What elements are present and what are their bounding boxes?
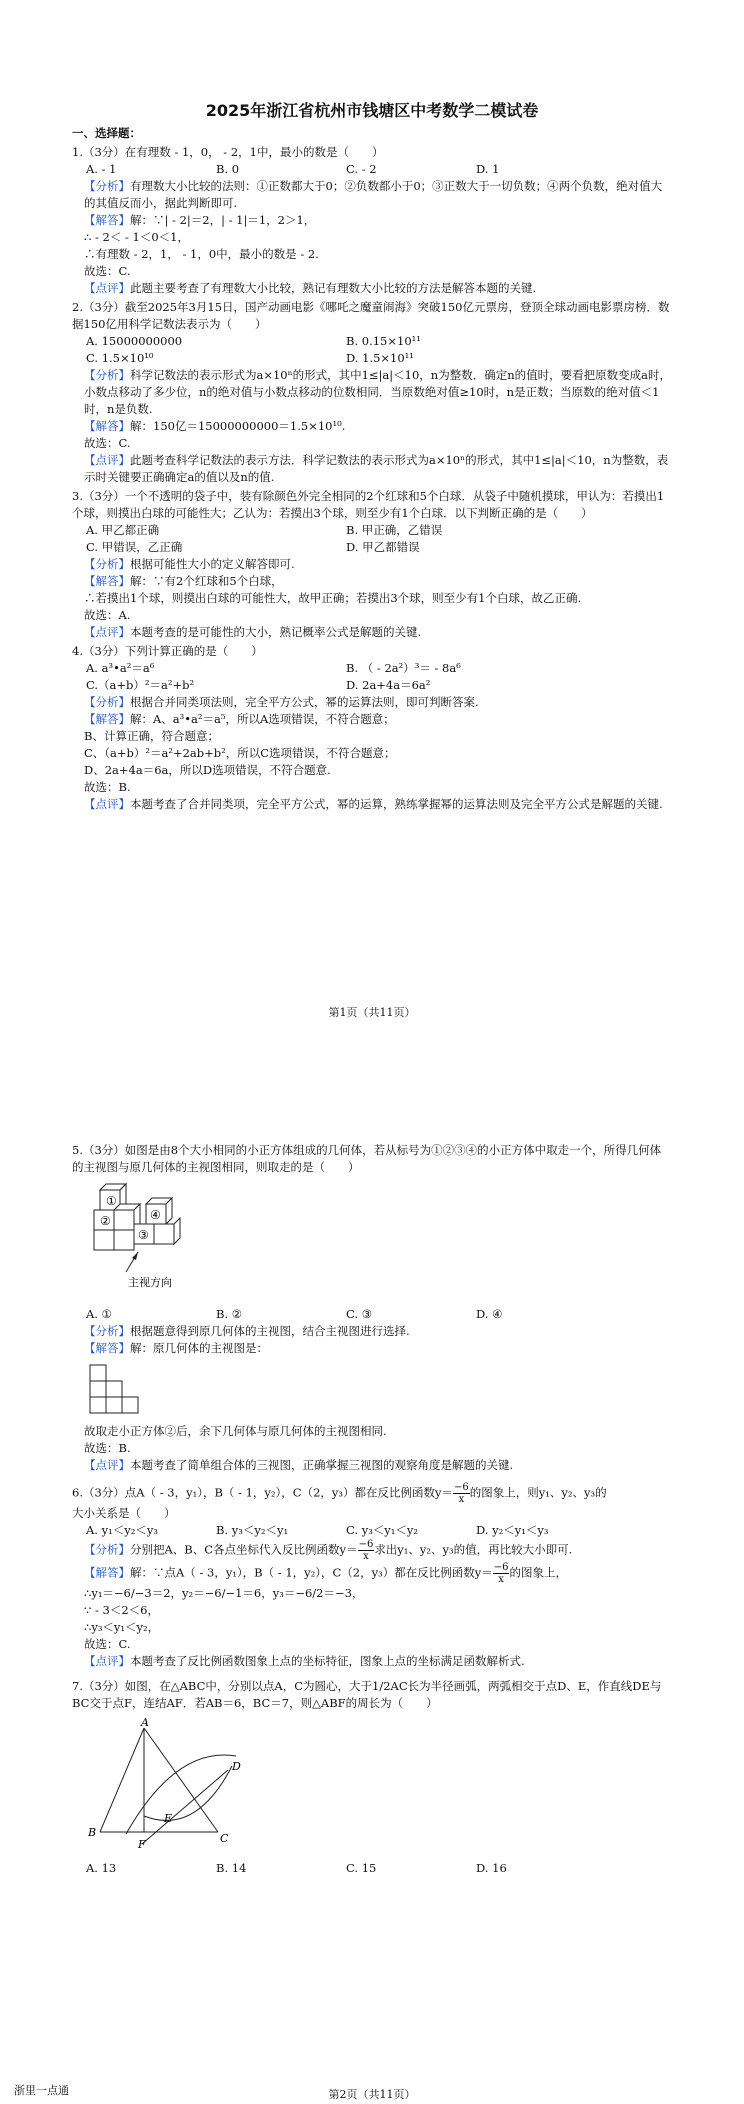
solution-text: 解：∵有2个红球和5个白球， <box>130 574 283 588</box>
comment-tag: 【点评】 <box>84 1458 130 1472</box>
option-d: D. ④ <box>476 1307 503 1321</box>
solution <box>72 1340 672 1357</box>
answer-line: 故选：A. <box>84 608 131 622</box>
analysis-tag: 【分析】 <box>84 1542 130 1557</box>
solution <box>72 573 672 590</box>
solution-line: 故取走小正方体②后，余下几何体与原几何体的主视图相同. <box>84 1424 387 1438</box>
triangle-figure-svg <box>86 1716 276 1856</box>
comment-text: 本题考查了合并同类项，完全平方公式，幂的运算，熟练掌握幂的运算法则及完全平方公式是解题的关键. <box>130 797 663 811</box>
solution-line: ∴y₁＝−6/−3＝2，y₂＝−6/−1＝6，y₃＝−6/2＝−3， <box>84 1586 364 1600</box>
option-a: A. 15000000000 <box>86 334 183 348</box>
analysis-text: 有理数大小比较的法则：①正数都大于0；②负数都小于0；③正数大于一切负数；④两个负数，绝对值大的其值反而小，据此判断即可. <box>84 179 663 210</box>
label-e: E <box>164 1812 173 1825</box>
arc-2 <box>144 1766 232 1820</box>
solution-text: 解：∵点A（ - 3，y₁），B（ - 1，y₂），C（2，y₃）都在反比例函数y＝ <box>130 1565 493 1580</box>
comment-tag: 【点评】 <box>84 281 130 295</box>
fraction <box>358 1539 375 1562</box>
option-c: C. y₃＜y₁＜y₂ <box>346 1523 419 1537</box>
denominator: x <box>458 1494 465 1505</box>
solution-line: ∵ - 3＜2＜6， <box>84 1603 159 1617</box>
question-2 <box>72 299 672 486</box>
arc-1 <box>126 1755 236 1834</box>
view-caption: 主视方向 <box>128 1276 172 1289</box>
solution <box>72 1562 672 1585</box>
analysis <box>72 1539 672 1562</box>
option-a: A. 13 <box>86 1861 117 1875</box>
solution-tag: 【解答】 <box>84 574 130 588</box>
option-d: D. 2a+4a＝6a² <box>346 678 431 692</box>
options <box>72 660 672 694</box>
option-c: C. - 2 <box>346 162 377 176</box>
option-a: A. - 1 <box>86 162 117 176</box>
label-4: ④ <box>150 1208 161 1222</box>
solution <box>72 711 672 728</box>
question-stem: 1.（3分）在有理数 - 1，0， - 2，1中，最小的数是（ ） <box>72 145 384 159</box>
solution-text: 解：∵| - 2|＝2，| - 1|＝1，2＞1， <box>130 213 316 227</box>
comment <box>72 796 672 813</box>
solution-tag: 【解答】 <box>84 213 130 227</box>
comment-tag: 【点评】 <box>84 797 130 811</box>
line-de <box>142 1770 228 1844</box>
question-3 <box>72 488 672 641</box>
question-stem-cont: 大小关系是（ ） <box>72 1506 176 1520</box>
cube <box>114 1230 134 1250</box>
fraction <box>453 1482 470 1505</box>
option-a: A. a³•a²＝a⁶ <box>86 661 155 675</box>
solution-line: D、2a+4a＝6a，所以D选项错误，不符合题意. <box>84 763 331 777</box>
option-c: C. 15 <box>346 1861 377 1875</box>
options <box>72 1860 672 1877</box>
question-4 <box>72 643 672 813</box>
denominator: x <box>498 1574 504 1585</box>
analysis-text: 科学记数法的表示形式为a×10ⁿ的形式，其中1≤|a|＜10，n为整数．确定n的值时，要看把原数变成a时，小数点移动了多少位，n的绝对值与小数点移动的位数相同．当原数绝对值≥10时，n是正数；当原数的绝对值＜1时，n是负数. <box>84 368 671 416</box>
front-view-figure <box>86 1361 672 1419</box>
stem-part: AC长为半径画弧，两弧相交于点D、E，作直线DE与BC交于点F，连结AF．若AB＝6，BC＝7，则△ABF的周长为（ ） <box>72 1679 662 1710</box>
question-stem <box>72 1678 672 1712</box>
solution-line: ∴ - 2＜ - 1＜0＜1， <box>84 230 189 244</box>
solution-text: 解：A、a³•a²＝a⁵，所以A选项错误，不符合题意； <box>130 712 395 726</box>
label-b: B <box>88 1826 97 1839</box>
options <box>72 1306 672 1323</box>
solution-tag: 【解答】 <box>84 1341 130 1355</box>
option-c: C. ③ <box>346 1307 373 1321</box>
solution-text: 解：原几何体的主视图是： <box>130 1341 268 1355</box>
corner-watermark: 浙里一点通 <box>14 2084 69 2097</box>
option-c: C.（a+b）²＝a²+b² <box>86 678 195 692</box>
question-1 <box>72 144 672 297</box>
option-d: D. 甲乙都错误 <box>346 540 420 554</box>
analysis-tag: 【分析】 <box>84 695 130 709</box>
analysis <box>72 556 672 573</box>
section-heading: 一、选择题： <box>72 126 141 140</box>
label-a: A <box>141 1716 149 1729</box>
analysis-text: 根据合并同类项法则，完全平方公式，幂的运算法则，即可判断答案. <box>130 695 479 709</box>
option-b: B. 0.15×10¹¹ <box>346 334 421 348</box>
analysis-text: 求出y₁、y₂、y₃的值，再比较大小即可. <box>374 1542 573 1557</box>
page-title: 2025年浙江省杭州市钱塘区中考数学二模试卷 <box>205 101 539 120</box>
comment-text: 本题考查的是可能性的大小，熟记概率公式是解题的关键. <box>130 625 422 639</box>
question-stem: 5.（3分）如图是由8个大小相同的小正方体组成的几何体，若从标号为①②③④的小正方体中取走一个，所得几何体的主视图与原几何体的主视图相同，则取走的是（ ） <box>72 1143 662 1174</box>
options <box>72 522 672 556</box>
analysis-tag: 【分析】 <box>84 179 130 193</box>
page-footer: 第2页（共11页） <box>328 2088 416 2101</box>
comment <box>72 1457 672 1474</box>
analysis <box>72 1323 672 1340</box>
option-d: D. 16 <box>476 1861 507 1875</box>
question-6 <box>72 1482 672 1670</box>
label-3: ③ <box>138 1228 149 1242</box>
option-b: B. （ - 2a²）³＝ - 8a⁶ <box>346 661 461 675</box>
comment <box>72 452 672 486</box>
analysis <box>72 694 672 711</box>
question-5 <box>72 1142 672 1474</box>
fraction <box>493 1562 510 1585</box>
solution-line: B、计算正确，符合题意； <box>84 729 219 743</box>
option-b: B. 0 <box>216 162 240 176</box>
comment <box>72 624 672 641</box>
option-c: C. 甲错误，乙正确 <box>86 540 183 554</box>
arrow-head <box>132 1252 138 1260</box>
cube <box>94 1230 114 1250</box>
cube-figure-svg <box>86 1180 196 1302</box>
question-stem: 2.（3分）截至2025年3月15日，国产动画电影《哪吒之魔童闹海》突破150亿元票房，登顶全球动画电影票房榜．数据150亿用科学记数法表示为（ ） <box>72 300 670 331</box>
question-stem: 3.（3分）一个不透明的袋子中，装有除颜色外完全相同的2个红球和5个白球．从袋子中随机摸球，甲认为：若摸出1个球，则摸出白球的可能性大；乙认为：若摸出3个球，则至少有1个白球．以下判断正确的是（ ） <box>72 489 665 520</box>
stem-part: 7.（3分）如图，在△ABC中，分别以点A，C为圆心，大于 <box>72 1679 373 1693</box>
answer-line: 故选：C. <box>84 436 131 450</box>
option-d: D. 1 <box>476 162 500 176</box>
analysis-text: 分别把A、B、C各点坐标代入反比例函数y＝ <box>130 1542 358 1557</box>
stem-part: 的图象上，则y₁、y₂、y₃的 <box>469 1485 607 1500</box>
cube-side-face <box>174 1218 180 1244</box>
side-ab <box>100 1728 144 1832</box>
options <box>72 333 672 367</box>
solution-line: ∴y₃＜y₁＜y₂， <box>84 1620 160 1634</box>
solution-text: 解：150亿＝15000000000＝1.5×10¹⁰. <box>130 419 346 433</box>
options <box>72 1522 672 1539</box>
option-a: A. y₁＜y₂＜y₃ <box>86 1523 158 1537</box>
comment-tag: 【点评】 <box>84 1654 130 1668</box>
option-b: B. 14 <box>216 1861 247 1875</box>
solution-tag: 【解答】 <box>84 712 130 726</box>
solution-tag: 【解答】 <box>84 419 130 433</box>
analysis-tag: 【分析】 <box>84 368 130 382</box>
numerator: −6 <box>454 1482 469 1493</box>
analysis-text: 根据可能性大小的定义解答即可. <box>130 557 295 571</box>
comment-text: 本题考查了反比例函数图象上点的坐标特征，图象上点的坐标满足函数解析式. <box>130 1654 525 1668</box>
solution-tag: 【解答】 <box>84 1565 130 1580</box>
question-stem: 4.（3分）下列计算正确的是（ ） <box>72 644 263 658</box>
comment-text: 本题考查了简单组合体的三视图，正确掌握三视图的观察角度是解题的关键. <box>130 1458 514 1472</box>
label-c: C <box>220 1832 229 1845</box>
comment-text: 此题考查科学记数法的表示方法．科学记数法的表示形式为a×10ⁿ的形式，其中1≤|a|＜10，n为整数，表示时关键要正确确定a的值以及n的值. <box>84 453 669 484</box>
front-view-svg <box>86 1361 156 1419</box>
option-c: C. 1.5×10¹⁰ <box>86 351 154 365</box>
question-stem <box>72 1482 672 1505</box>
options <box>72 161 672 178</box>
solution-text: 的图象上， <box>509 1565 567 1580</box>
option-b: B. 甲正确，乙错误 <box>346 523 443 537</box>
page-1 <box>0 0 744 1050</box>
label-1: ① <box>106 1194 117 1208</box>
answer-line: 故选：C. <box>84 1637 131 1651</box>
page-2 <box>0 1140 744 2104</box>
label-d: D <box>232 1760 241 1773</box>
stem-part: 6.（3分）点A（ - 3，y₁），B（ - 1，y₂），C（2，y₃）都在反比例函数y＝ <box>72 1485 454 1500</box>
comment <box>72 1653 672 1670</box>
analysis <box>72 367 672 418</box>
half-fraction: 1/2 <box>372 1679 391 1693</box>
cube <box>154 1224 174 1244</box>
side-ac <box>144 1728 218 1832</box>
answer-line: 故选：B. <box>84 1441 131 1455</box>
page-footer: 第1页（共11页） <box>328 1006 416 1019</box>
denominator: x <box>363 1551 369 1562</box>
answer-line: 故选：C. <box>84 264 131 278</box>
label-f: F <box>138 1838 146 1851</box>
label-2: ② <box>100 1214 111 1228</box>
answer-line: 故选：B. <box>84 780 131 794</box>
triangle-figure <box>86 1716 672 1856</box>
comment-tag: 【点评】 <box>84 453 130 467</box>
option-d: D. y₂＜y₁＜y₃ <box>476 1523 549 1537</box>
cube <box>114 1210 134 1230</box>
solution <box>72 418 672 435</box>
analysis-tag: 【分析】 <box>84 557 130 571</box>
question-7 <box>72 1678 672 1877</box>
option-d: D. 1.5×10¹¹ <box>346 351 414 365</box>
comment-text: 此题主要考查了有理数大小比较，熟记有理数大小比较的方法是解答本题的关键. <box>130 281 537 295</box>
analysis <box>72 178 672 212</box>
option-a: A. ① <box>86 1307 112 1321</box>
solution-line: ∴有理数 - 2，1， - 1，0中，最小的数是 - 2. <box>84 247 319 261</box>
comment <box>72 280 672 297</box>
numerator: −6 <box>358 1539 374 1550</box>
option-b: B. ② <box>216 1307 243 1321</box>
option-b: B. y₃＜y₂＜y₁ <box>216 1523 289 1537</box>
analysis-text: 根据题意得到原几何体的主视图，结合主视图进行选择. <box>130 1324 410 1338</box>
analysis-tag: 【分析】 <box>84 1324 130 1338</box>
option-a: A. 甲乙都正确 <box>86 523 160 537</box>
numerator: −6 <box>493 1562 509 1573</box>
cube-figure <box>86 1180 672 1302</box>
solution-line: C、（a+b）²＝a²+2ab+b²，所以C选项错误，不符合题意； <box>84 746 396 760</box>
solution <box>72 212 672 229</box>
comment-tag: 【点评】 <box>84 625 130 639</box>
solution-line: ∴若摸出1个球，则摸出白球的可能性大，故甲正确；若摸出3个球，则至少有1个白球，故乙正确. <box>84 591 582 605</box>
